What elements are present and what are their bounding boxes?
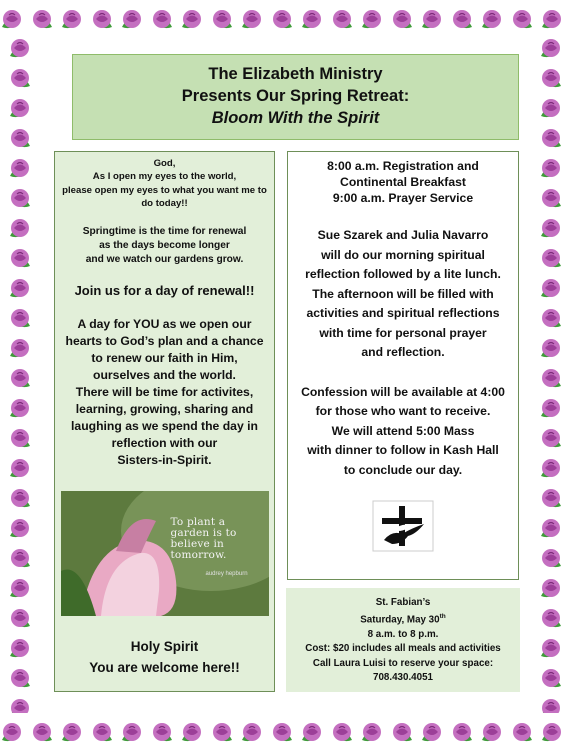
rose-icon [542, 69, 561, 87]
rose-icon [10, 579, 29, 597]
rose-icon [542, 429, 561, 447]
photo-quote: To plant a garden is to believe in tomorrow. [170, 515, 237, 561]
morning-line: activities and spiritual reflections [306, 306, 500, 320]
rose-icon [542, 489, 561, 507]
rose-icon [11, 549, 30, 567]
event-date-suffix: th [439, 613, 446, 621]
rose-icon [541, 99, 560, 117]
rose-icon [542, 10, 561, 28]
rose-icon [93, 723, 112, 741]
rose-icon [242, 10, 261, 28]
left-panel [54, 151, 275, 692]
join-heading: Join us for a day of renewal!! [74, 282, 255, 298]
rose-icon [10, 159, 29, 177]
rose-icon [122, 723, 141, 741]
rose-icon [10, 99, 29, 117]
rose-icon [11, 609, 30, 627]
title-line-1: The Elizabeth Ministry [208, 65, 383, 83]
rose-icon [541, 399, 560, 417]
body-line: to renew our faith in Him, [91, 350, 238, 365]
body-line: Sisters-in-Spirit. [117, 452, 212, 467]
rose-icon [10, 459, 29, 477]
body-line: ourselves and the world. [93, 367, 236, 382]
spring-line: Springtime is the time for renewal [82, 225, 247, 237]
rose-icon [362, 723, 381, 741]
confession-text [288, 383, 518, 481]
rose-icon [33, 10, 52, 28]
spring-line: and we watch our gardens grow. [85, 254, 244, 266]
rose-icon [541, 339, 560, 357]
morning-text [288, 226, 518, 363]
body-line: There will be time for activites, [75, 384, 254, 399]
rose-icon [153, 723, 172, 741]
rose-icon [182, 723, 201, 741]
rose-icon [302, 723, 321, 741]
rose-icon [513, 723, 532, 741]
rose-icon [541, 459, 560, 477]
prayer-text [55, 157, 274, 211]
body-line: laughing as we spend the day in [71, 418, 258, 433]
rose-icon [10, 699, 29, 713]
event-cost: Cost: $20 includes all meals and activities [305, 643, 501, 655]
body-line: hearts to God’s plan and a chance [65, 333, 264, 348]
flower-border-left [0, 38, 40, 713]
rose-icon [11, 369, 30, 387]
rose-icon [542, 549, 561, 567]
rose-icon [10, 279, 29, 297]
rose-icon [422, 10, 441, 28]
rose-icon [453, 10, 472, 28]
prayer-line: do today!! [141, 198, 188, 210]
event-date: Saturday, May 30 [360, 614, 440, 626]
rose-icon [62, 723, 81, 741]
rose-icon [10, 639, 29, 657]
morning-line: The afternoon will be filled with [312, 286, 494, 301]
flower-border-bottom [0, 713, 571, 751]
spring-line: as the days become longer [99, 240, 230, 252]
rose-icon [11, 69, 30, 87]
rose-icon [541, 279, 560, 297]
prayer-line: God, [153, 158, 176, 169]
right-panel [287, 151, 519, 580]
rose-icon [11, 669, 30, 687]
rose-icon [542, 369, 561, 387]
event-date-row [286, 610, 520, 628]
rose-icon [302, 10, 321, 28]
prayer-line: please open my eyes to what you want me to [62, 184, 267, 196]
rose-icon [541, 159, 560, 177]
morning-line: reflection followed by a lite lunch. [305, 267, 501, 281]
rose-icon [333, 10, 352, 28]
rose-icon [422, 723, 441, 741]
body-line: learning, growing, sharing and [75, 401, 254, 416]
closing-line: You are welcome here!! [89, 659, 240, 675]
rose-icon [10, 39, 29, 57]
body-line: A day for YOU as we open our [77, 316, 252, 331]
confession-line: for those who want to receive. [315, 404, 491, 418]
rose-icon [11, 189, 30, 207]
rose-icon [541, 639, 560, 657]
closing-text [55, 636, 274, 678]
rose-icon [541, 699, 560, 713]
rose-icon [541, 219, 560, 237]
rose-icon [213, 10, 232, 28]
rose-icon [153, 10, 172, 28]
rose-icon [10, 219, 29, 237]
event-time: 8 a.m. to 8 p.m. [367, 629, 439, 641]
rose-icon [11, 429, 30, 447]
day-description [55, 316, 274, 469]
rose-icon [242, 723, 261, 741]
schedule-line: 8:00 a.m. Registration and [327, 159, 479, 173]
cross-dove-icon [372, 500, 434, 552]
event-phone: 708.430.4051 [373, 672, 433, 684]
rose-icon [542, 669, 561, 687]
rose-icon [33, 723, 52, 741]
morning-line: with time for personal prayer [319, 325, 487, 340]
morning-line: Sue Szarek and Julia Navarro [317, 228, 489, 242]
schedule-line: Continental Breakfast [340, 175, 466, 189]
rose-icon [11, 309, 30, 327]
schedule-text [288, 158, 518, 206]
rose-icon [10, 339, 29, 357]
title-banner [72, 54, 519, 140]
rose-icon [542, 249, 561, 267]
event-info-box [286, 588, 520, 692]
rose-icon [453, 723, 472, 741]
flower-photo [61, 491, 269, 616]
rose-icon [11, 489, 30, 507]
rose-icon [542, 129, 561, 147]
rose-icon [2, 723, 21, 741]
rose-icon [393, 10, 412, 28]
rose-icon [541, 39, 560, 57]
prayer-line: As I open my eyes to the world, [92, 171, 237, 183]
rose-icon [542, 723, 561, 741]
rose-icon [513, 10, 532, 28]
title-line-3: Bloom With the Spirit [211, 109, 380, 127]
event-contact: Call Laura Luisi to reserve your space: [312, 657, 494, 669]
flower-border-top [0, 0, 571, 38]
rose-icon [2, 10, 21, 28]
rose-icon [93, 10, 112, 28]
morning-line: will do our morning spiritual [321, 247, 485, 262]
rose-icon [482, 723, 501, 741]
morning-line: and reflection. [361, 345, 445, 359]
closing-line: Holy Spirit [130, 638, 199, 654]
rose-icon [273, 723, 292, 741]
rose-icon [182, 10, 201, 28]
rose-icon [542, 309, 561, 327]
rose-icon [11, 129, 30, 147]
rose-icon [273, 10, 292, 28]
confession-line: to conclude our day. [343, 462, 463, 477]
schedule-line: 9:00 a.m. Prayer Service [332, 191, 474, 205]
confession-line: with dinner to follow in Kash Hall [307, 443, 499, 457]
spring-text [55, 225, 274, 268]
rose-icon [122, 10, 141, 28]
rose-icon [482, 10, 501, 28]
event-place: St. Fabian’s [375, 597, 431, 608]
rose-icon [541, 519, 560, 537]
confession-line: We will attend 5:00 Mass [331, 423, 475, 438]
rose-icon [333, 723, 352, 741]
rose-icon [541, 579, 560, 597]
rose-icon [393, 723, 412, 741]
photo-author: audrey hepburn [205, 570, 248, 577]
flower-border-right [531, 38, 571, 713]
rose-icon [62, 10, 81, 28]
rose-icon [542, 609, 561, 627]
body-line: reflection with our [111, 435, 218, 450]
confession-line: Confession will be available at 4:00 [301, 384, 505, 399]
rose-icon [362, 10, 381, 28]
rose-icon [213, 723, 232, 741]
rose-icon [10, 519, 29, 537]
rose-icon [11, 249, 30, 267]
rose-icon [10, 399, 29, 417]
rose-icon [542, 189, 561, 207]
title-line-2: Presents Our Spring Retreat: [181, 87, 410, 105]
